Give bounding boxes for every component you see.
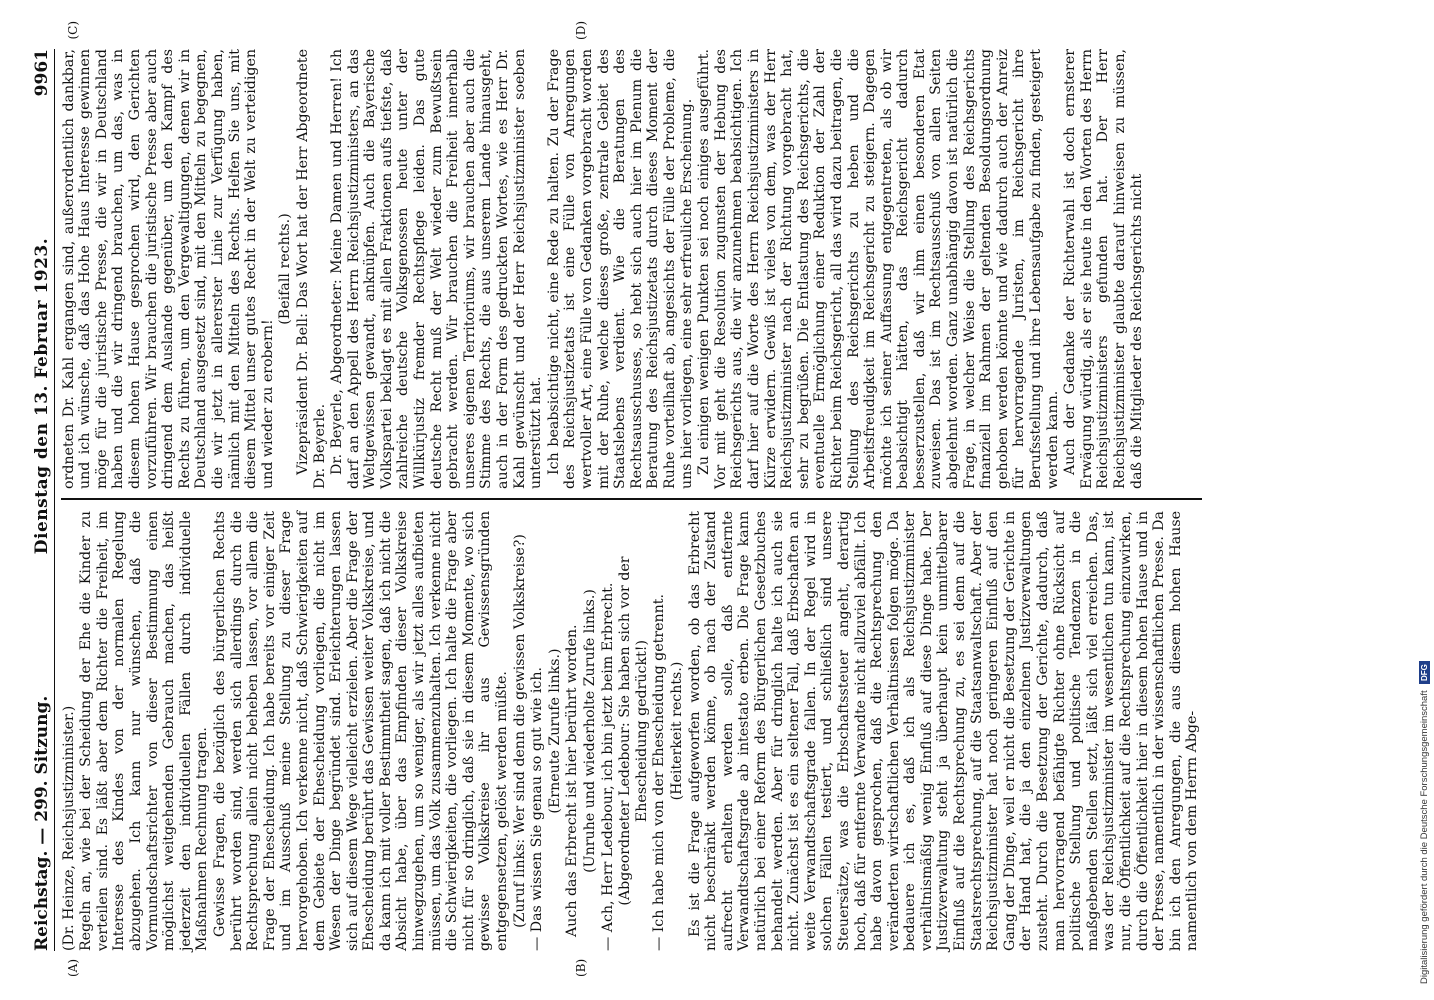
paragraph: (Abgeordneter Ledebour: Sie haben sich vor der Ehescheidung gedrückt!): [617, 556, 650, 906]
page-header: [34, 49, 55, 951]
paragraph: Zu einigen wenigen Punkten sei noch einiges ausgeführt. Vor mit geht die Resolution zugunsten der Hebung des Reichsgerichts aus, die wir anzunehmen beabsichtigen. Ich darf hier auf die Worte des Herrn Reichsjustizministers in Kürze erwidern. Gewiß ist vieles von dem, was der Herr Reichsjustizminister nach der Richtung vorgebracht hat, sehr zu begrüßen. Die Entlastung des Reichsgerichts, die eventuelle Ermöglichung einer Reduktion der Zahl der Richter beim Reichsgericht, all das wird dazu beitragen, die Stellung des Reichsgerichts zu heben und die Arbeitsfreudigkeit im Reichsgericht zu steigern. Dagegen möchte ich seiner Auffassung entgegentreten, als ob wir beabsichtigt hätten, das Reichsgericht dadurch besserzustellen, daß wir ihm einen besonderen Etat zuweisen. Das ist im Rechtsausschuß von allen Seiten abgelehnt worden. Ganz unabhängig davon ist natürlich die Frage, in welcher Weise die Stellung des Reichsgerichts finanziell im Rahmen der geltenden Besoldungsordnung gehoben werden könnte und wie dadurch auch der Anreiz für hervorragende Juristen, im Reichsgericht ihre Berufsstellung und ihre Lebensaufgabe zu finden, gesteigert werden kann.: [696, 49, 1061, 489]
paragraph: (Beifall rechts.): [277, 213, 294, 325]
margin-marker-a: (A): [65, 958, 80, 977]
paragraph: Dr. Beyerle, Abgeordneter: Meine Damen und Herren! Ich darf an den Appell des Herrn Reichsjustizministers, an das Weltgewissen gewandt, anknüpfen. Auch die Bayerische Volkspartei beklagt es mit allen Fraktionen aufs tiefste, daß zahlreiche deutsche Volksgenossen heute unter der Willkürjustiz fremder Rechtspflege leiden. Das gute deutsche Recht muß der Welt wieder zum Bewußtsein gebracht werden. Wir brauchen die Freiheit innerhalb unseres eigenen Territoriums, wir brauchen aber auch die Stimme des Rechts, die aus unserem Lande hinausgeht, auch in der Form des gedruckten Wortes, wie es Herr Dr. Kahl gewünscht und der Herr Reichsjustizminister soeben unterstützt hat.: [329, 49, 545, 489]
header-date: Dienstag den 13. Februar 1923.: [32, 237, 52, 555]
paragraph: Regeln an, wie bei der Scheidung der Ehe die Kinder zu verteilen sind. Es läßt aber dem Richter die Freiheit, im Interesse des Kindes von der normalen Regelung abzugehen. Ich kann nur wünschen, daß die Vormundschaftsrichter von dieser Bestimmung einen möglichst weitgehenden Gebrauch machen, das heißt jederzeit den individuellen Fällen durch individuelle Maßnahmen Rechnung tragen.: [78, 511, 211, 951]
paragraph: Vizepräsident Dr. Bell: Das Wort hat der Herr Abgeordnete Dr. Beyerle.: [294, 49, 328, 489]
left-column: [61, 511, 1202, 951]
paragraph: Auch das Erbrecht ist hier berührt worden.: [564, 624, 581, 937]
text-columns: [60, 21, 1202, 977]
right-column: [61, 49, 1202, 489]
paragraph: (Zuruf links: Wer sind denn die gewissen Volkskreise?): [511, 534, 528, 928]
dfg-logo: DFG: [1419, 662, 1430, 685]
paragraph: (Dr. Heinze, Reichsjustizminister.): [60, 705, 77, 951]
paragraph: (Heiterkeit rechts.): [668, 661, 685, 801]
paragraph: — Ich habe mich von der Ehescheidung getrennt.: [651, 593, 668, 951]
paragraph: (Erneute Zurufe links.): [546, 648, 563, 814]
paragraph: — Ach, Herr Ledebour, ich bin jetzt beim Erbrecht.: [599, 582, 616, 951]
header-left: Reichstag. — 299. Sitzung.: [32, 695, 52, 951]
credit-text: Digitalisierung gefördert durch die Deutsche Forschungsgemeinschaft: [1419, 690, 1430, 984]
margin-marker-d: (D): [573, 21, 588, 40]
rotated-document-page: [20, 15, 1345, 985]
paragraph: ordneten Dr. Kahl ergangen sind, außerordentlich dankbar, und ich wünsche, daß das Hohe Haus Interesse gewinnen möge für die juristische Presse, die wir in Deutschland haben und die wir dringend brauchen, um das, was in diesem hohen Hause gesprochen wird, den Gerichten vorzuführen. Wir brauchen die juristische Presse aber auch dringend dem Auslande gegenüber, um den Kampf des Rechts zu führen, um den Vergewaltigungen, denen wir in Deutschland ausgesetzt sind, mit den Mitteln zu begegnen, die wir jetzt in allererster Linie zur Verfügung haben, nämlich mit den Mitteln des Rechts. Helfen Sie uns, mit diesem Mittel unser gutes Recht in der Welt zu verteidigen und wieder zu erobern!: [60, 49, 276, 489]
paragraph: — Das wissen Sie genau so gut wie ich.: [529, 667, 546, 951]
margin-marker-c: (C): [65, 21, 80, 40]
margin-marker-b: (B): [573, 958, 588, 977]
paragraph: Auch der Gedanke der Richterwahl ist doch ernsterer Erwägung würdig, als er sie heute in den Worten des Herrn Reichsjustizministers gefunden hat. Der Herr Reichsjustizminister glaubte darauf hinweisen zu müssen, daß die Mitglieder des Reichsgerichts nicht: [1062, 49, 1145, 489]
paragraph: Ich beabsichtige nicht, eine Rede zu halten. Zu der Frage des Reichsjustizetats ist eine Fülle von Anregungen wertvoller Art, eine Fülle von Gedanken vorgebracht worden mit der Ruhe, welche dieses große, zentrale Gebiet des Staatslebens verdient. Wie die Beratungen des Rechtsausschusses, so hebt sich auch hier im Plenum die Beratung des Reichsjustizetats durch dieses Moment der Ruhe vorteilhaft ab, angesichts der Fülle der Probleme, die uns hier vorliegen, eine sehr erfreuliche Erscheinung.: [545, 49, 695, 489]
column-divider: [61, 499, 1202, 501]
paragraph: Gewisse Fragen, die bezüglich des bürgerlichen Rechts berührt worden sind, werden sich allerdings durch die Rechtsprechung allein nicht beheben lassen, vor allem die Frage der Ehescheidung. Ich habe bereits vor einiger Zeit und im Ausschuß meine Stellung zu dieser Frage hervorgehoben. Ich verkenne nicht, daß Schwierigkeiten auf dem Gebiete der Ehescheidung vorliegen, die nicht im Wesen der Dinge begründet sind. Erleichterungen lassen sich auf diesem Wege vielleicht erzielen. Aber die Frage der Ehescheidung berührt das Gewissen weiter Volkskreise, und da kann ich mit voller Bestimmtheit sagen, daß ich nicht die Absicht habe, über das Empfinden dieser Volkskreise hinwegzugehen, um so weniger, als wir jetzt alles aufbieten müssen, um das Volk zusammenzuhalten. Ich verkenne nicht die Schwierigkeiten, die vorliegen. Ich halte die Frage aber nicht für so dringlich, daß sie in diesem Momente, wo sich gewisse Volkskreise ihr aus Gewissensgründen entgegensetzen, gelöst werden müßte.: [211, 511, 511, 951]
paragraph: (Unruhe und wiederholte Zurufe links.): [582, 589, 598, 873]
page-number: 9961: [32, 49, 52, 97]
paragraph: Es ist die Frage aufgeworfen worden, ob das Erbrecht nicht beschränkt werden könne, ob nach der Zustand aufrecht erhalten werden solle, daß entfernte Verwandtschaftsgrade ab intestato erben. Die Frage kann natürlich bei einer Reform des Bürgerlichen Gesetzbuches behandelt werden. Aber für dringlich halte ich auch sie nicht. Zunächst ist es ein seltener Fall, daß Erbschaften an weite Verwandtschaftsgrade fallen. In der Regel wird in solchen Fällen testiert, und schließlich sind unsere Steuersätze, was die Erbschaftssteuer angeht, derartig hoch, daß für entfernte Verwandte nicht allzuviel abfällt. Ich habe davon gesprochen, daß die Rechtsprechung den veränderten wirtschaftlichen Verhältnissen folgen möge. Da bedauere ich es, daß ich als Reichsjustizminister verhältnismäßig wenig Einfluß auf diese Dinge habe. Der Justizverwaltung steht ja überhaupt kein unmittelbarer Einfluß auf die Rechtsprechung zu, es sei denn auf die Staatsrechtsprechung, auf die Staatsanwaltschaft. Aber der Reichsjustizminister hat noch geringeren Einfluß auf den Gang der Dinge, weil er nicht die Besetzung der Gerichte in der Hand hat, die ja den einzelnen Justizverwaltungen zusteht. Durch die Besetzung der Gerichte, dadurch, daß man hervorragend befähigte Richter ohne Rücksicht auf politische Stellung und politische Tendenzen in die maßgebenden Stellen setzt, läßt sich viel erreichen. Das, was der Reichsjustizminister im wesentlichen tun kann, ist nur, die Öffentlichkeit auf die Rechtsprechung einzuwirken, durch die Öffentlichkeit hier in diesem hohen Hause und in der Presse, namentlich in der wissenschaftlichen Presse. Da bin ich den Anregungen, die aus diesem hohen Hause namentlich von dem Herrn Abge-: [686, 511, 1201, 951]
digitization-credit: [1419, 4, 1430, 984]
